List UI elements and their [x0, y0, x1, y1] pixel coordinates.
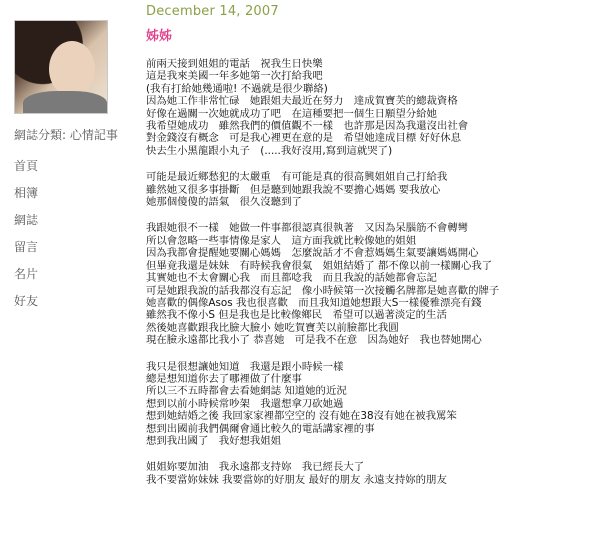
sidebar	[14, 20, 134, 315]
post-line: 但畢竟我還是妹妹 有時候我會很氣 姐姐結婚了 都不像以前一樣關心我了	[146, 259, 493, 272]
post-line: 所以會忽略一些事情像是家人 這方面我就比較像她的姐姐	[146, 234, 417, 247]
post-line: 想到她結婚之後 我回家家裡都空空的 沒有她在38沒有她在被我罵笨	[146, 410, 457, 423]
nav-item-home[interactable]: 首頁	[14, 159, 39, 173]
post-paragraph	[146, 58, 594, 157]
post-line: 可是她跟我說的話我都沒有忘記 像小時候第一次接觸名牌都是她喜歡的牌子	[146, 284, 500, 297]
post-line: 雖然我不像小S 但是我也是比較像鄉民 希望可以過著淡定的生活	[146, 309, 447, 322]
post-line: 姐姐妳要加油 我永遠都支持妳 我已經長大了	[146, 461, 365, 474]
post-line: 因為我都會提醒她要關心媽媽 怎麼說話才不會惹媽媽生氣要讓媽媽開心	[146, 247, 479, 260]
post-line: 快去生小黑龍跟小丸子 (.....我好沒用,寫到這就哭了)	[146, 144, 393, 157]
post-line: 雖然她又很多事掛斷 但是聽到她跟我說不要擔心媽媽 要我放心	[146, 183, 441, 196]
post-paragraph	[146, 222, 594, 346]
post-line: (我有打給她幾通啦! 不過就是很少聯絡)	[146, 82, 328, 95]
avatar-face	[49, 41, 95, 97]
avatar[interactable]	[14, 20, 108, 114]
post-line: 想到以前小時候常吵架 我還想拿刀砍她過	[146, 397, 344, 410]
post-line: 前兩天接到姐姐的電話 祝我生日快樂	[146, 58, 323, 70]
post-paragraph	[146, 361, 594, 448]
post-line: 我跟她很不一樣 她做一件事都很認真很執著 又因為呆腦筋不會轉彎	[146, 222, 469, 235]
nav-item-profile-card[interactable]: 名片	[14, 267, 39, 281]
post-paragraph	[146, 461, 594, 486]
post-line: 現在臉永遠都比我小了 恭喜她 可是我不在意 因為她好 我也替她開心	[146, 334, 482, 347]
post-line: 這是我來美國一年多她第一次打給我吧	[146, 70, 323, 83]
main-content	[146, 4, 594, 500]
category-link[interactable]: 網誌分類: 心情記事	[14, 128, 118, 142]
post-line: 想到出國前我們偶爾會通比較久的電話講家裡的事	[146, 422, 375, 435]
post-line: 因為她工作非常忙碌 她跟姐夫最近在努力 達成賀寶芙的總裁資格	[146, 95, 458, 108]
nav-item-album[interactable]: 相簿	[14, 186, 39, 200]
nav-item-guestbook[interactable]: 留言	[14, 240, 39, 254]
post-line: 我只是很想讓她知道 我還是跟小時候一樣	[146, 360, 344, 373]
post-line: 好像在過關一次她就成功了吧 在這種要把一個生日願望分給她	[146, 107, 437, 120]
sidebar-nav	[14, 153, 134, 315]
post-line: 可能是最近鄉愁犯的太嚴重 有可能是真的很高興姐姐自己打給我	[146, 171, 448, 184]
post-paragraph	[146, 171, 594, 208]
post-title[interactable]: 姊姊	[146, 29, 173, 44]
post-line: 對金錢沒有概念 可是我心裡更在意的是 希望她達成目標 好好休息	[146, 132, 462, 145]
post-line: 其實她也不太會關心我 而且都唸我 而且我說的話她都會忘記	[146, 272, 437, 285]
post-line: 然後她喜歡跟我比臉大臉小 她吃賀寶芙以前臉都比我圓	[146, 321, 399, 334]
post-body	[146, 58, 594, 486]
nav-item-friends[interactable]: 好友	[14, 294, 39, 308]
post-date: December 14, 2007	[146, 4, 279, 19]
post-line: 我不要當妳妹妹 我要當妳的好朋友 最好的朋友 永遠支持妳的朋友	[146, 473, 447, 486]
post-line: 所以三不五時都會去看她網誌 知道她的近況	[146, 385, 347, 398]
avatar-shoulder	[23, 91, 107, 114]
nav-item-blog[interactable]: 網誌	[14, 213, 39, 227]
post-line: 她喜歡的偶像Asos 我也很喜歡 而且我知道她想跟大S一樣優雅漂亮有錢	[146, 296, 482, 309]
post-line: 她那個傻傻的語氣 很久沒聽到了	[146, 196, 302, 209]
post-line: 總是想知道你去了哪裡做了什麼事	[146, 372, 302, 385]
post-line: 想到我出國了 我好想我姐姐	[146, 434, 282, 447]
post-line: 我希望她成功 雖然我們的價值觀不一樣 也許那是因為我還沒出社會	[146, 120, 469, 133]
